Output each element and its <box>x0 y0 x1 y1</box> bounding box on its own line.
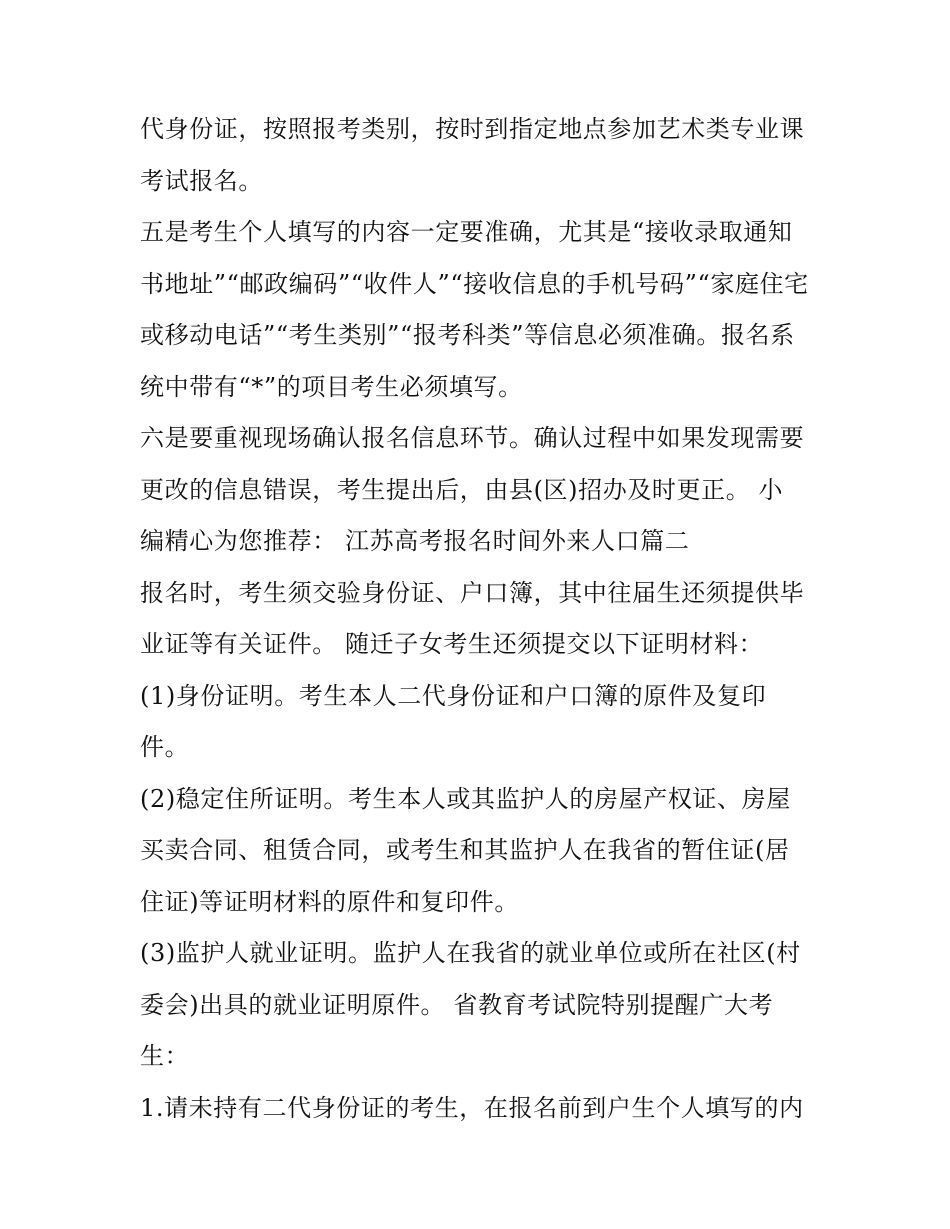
text-line-9: 编精心为您推荐： 江苏高考报名时间外来人口篇二 <box>140 527 690 555</box>
text-line-16: 住证)等证明材料的原件和复印件。 <box>140 887 519 916</box>
text-line-19: 生： <box>140 1042 190 1070</box>
text-line-3: 五是考生个人填写的内容一定要准确，尤其是“接收录取通知 <box>140 218 793 246</box>
text-line-20: 1.请未持有二代身份证的考生，在报名前到户生个人填写的内 <box>140 1093 804 1122</box>
text-line-8: 更改的信息错误，考生提出后，由县(区)招办及时更正。 小 <box>140 475 784 504</box>
text-line-6: 统中带有“*”的项目考生必须填写。 <box>140 372 523 401</box>
text-line-2: 考试报名。 <box>140 166 263 195</box>
text-line-1: 代身份证，按照报考类别，按时到指定地点参加艺术类专业课 <box>140 115 805 143</box>
text-line-17: (3)监护人就业证明。监护人在我省的就业单位或所在社区(村 <box>140 939 801 967</box>
text-line-11: 业证等有关证件。 随迁子女考生还须提交以下证明材料： <box>140 630 764 658</box>
text-line-5: 或移动电话”“考生类别”“报考科类”等信息必须准确。报名系 <box>140 321 795 349</box>
text-line-7: 六是要重视现场确认报名信息环节。确认过程中如果发现需要 <box>140 424 805 452</box>
document-body <box>140 104 830 1134</box>
text-line-15: 买卖合同、租赁合同，或考生和其监护人在我省的暂住证(居 <box>140 836 790 864</box>
text-line-12: (1)身份证明。考生本人二代身份证和户口簿的原件及复印 <box>140 681 767 710</box>
text-line-13: 件。 <box>140 733 190 761</box>
text-line-14: (2)稳定住所证明。考生本人或其监护人的房屋产权证、房屋 <box>140 784 791 813</box>
text-line-18: 委会)出具的就业证明原件。 省教育考试院特别提醒广大考 <box>140 990 774 1019</box>
text-line-10: 报名时，考生须交验身份证、户口簿，其中往届生还须提供毕 <box>140 578 805 607</box>
text-line-4: 书地址”“邮政编码”“收件人”“接收信息的手机号码”“家庭住宅 <box>140 269 809 298</box>
